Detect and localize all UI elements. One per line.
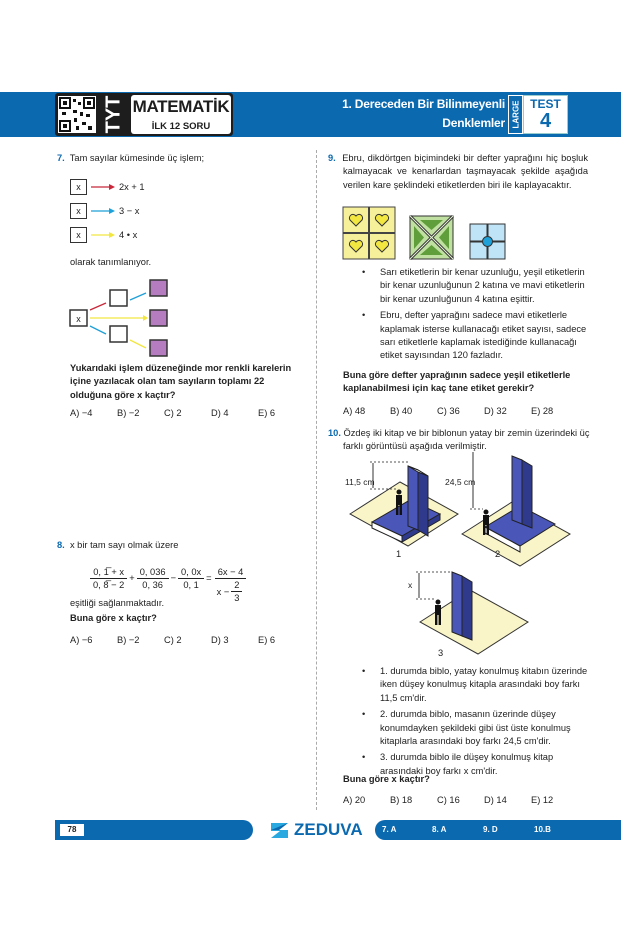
yellow-arrow-icon [87,231,117,239]
q10-options [343,795,578,805]
option-c[interactable]: C) 2 [164,408,182,418]
option-b[interactable]: B) 40 [390,406,413,416]
q9-bullets [362,266,587,366]
topic-line2: Denklemler [442,116,505,130]
op-input-box: x [70,203,87,219]
green-tile [410,216,453,259]
bullet-item: • 1. durumda biblo, yatay konulmuş kitabın üzerinde iken düşey konulmuş kitapla arasındaki boy farkı 11,5 cm'dir. [362,665,590,705]
q9-options [343,406,578,416]
option-d[interactable]: D) 3 [211,635,229,645]
fraction-numerator: 0, 0x [178,567,204,579]
q9-intro-text: Ebru, dikdörtgen biçimindeki bir defter yaprağını hiç boşluk kalmayacak ve kenarlardan taşmayacak şekilde aşağıda verilen kare şeklindeki etiketlerden biri ile kaplayacaktır. [342,153,588,190]
option-d[interactable]: D) 32 [484,406,507,416]
fraction-denominator: x − [216,586,230,597]
bullet-item: • 2. durumda biblo, masanın üzerinde düşey konumdayken şekildeki gibi üst üste konulmuş kitaplarla arasındaki boy farkı 24,5 cm'dir. [362,708,590,748]
option-b[interactable]: B) −2 [117,635,140,645]
plus-sign: + [129,573,135,583]
option-c[interactable]: C) 16 [437,795,460,805]
test-number: 4 [539,110,552,132]
equals-sign: = [206,573,212,583]
caption-3: 3 [438,648,444,658]
option-b[interactable]: B) −2 [117,408,140,418]
fraction-numerator: 0, 036 [137,567,169,579]
q7-operations [70,175,145,247]
fraction-numerator: 2 [231,580,242,592]
option-d[interactable]: D) 4 [211,408,229,418]
q7-options [70,408,305,418]
answer-7: 7. A [382,825,397,834]
option-e[interactable]: E) 12 [531,795,554,805]
tyt-text: TYT [102,95,125,134]
q8-number: 8. [57,540,65,550]
q10-bullets [362,665,590,781]
q9-intro [328,152,588,192]
test-label: TEST [530,97,561,111]
option-d[interactable]: D) 14 [484,795,507,805]
q9-tiles [342,206,507,260]
q8-equation [88,553,249,603]
option-a[interactable]: A) −4 [70,408,93,418]
op-result: 4 • x [119,230,138,240]
caption-2: 2 [495,549,501,559]
bullet-item: • Sarı etiketlerin bir kenar uzunluğu, yeşil etiketlerin bir kenar uzunluğunun 2 katına ve mavi etiketlerin bir kenar uzunluğunun 4 katına eşittir. [362,266,587,306]
option-b[interactable]: B) 18 [390,795,413,805]
fraction-denominator: 0, 8̅ − 2 [93,579,125,590]
fraction-numerator: 6x − 4 [215,567,247,579]
subject-box [131,95,231,134]
q7-number: 7. [57,153,65,163]
tyt-badge [98,93,130,136]
op-input-box: x [70,227,87,243]
q8-intro-text: x bir tam sayı olmak üzere [69,540,179,550]
option-e[interactable]: E) 6 [258,635,276,645]
q10-intro-text: Özdeş iki kitap ve bir biblonun yatay bir zemin üzerindeki üç farklı görüntüsü aşağıda verilmiştir. [343,428,590,452]
option-c[interactable]: C) 36 [437,406,460,416]
fraction-denominator: 0, 1 [183,579,199,590]
red-arrow-icon [87,183,117,191]
figure-2 [462,452,570,566]
q7-intro [57,152,204,165]
q10-intro [328,427,590,454]
q7-op-row [70,175,145,199]
q7-after: olarak tanımlanıyor. [70,257,152,267]
fraction-denominator: 3 [234,593,240,603]
blue-arrow-icon [87,207,117,215]
minus-sign: − [170,573,177,583]
topic-line1: 1. Dereceden Bir Bilinmeyenli [342,97,505,111]
q7-intro-text: Tam sayılar kümesinde üç işlem; [69,153,205,163]
fig1-label: 11,5 cm [345,477,375,487]
option-c[interactable]: C) 2 [164,635,182,645]
bullet-item: • Ebru, defter yaprağını sadece mavi etiketlerle kaplamak isterse kullanacağı etiket sayısı, sadece sarı etiketlerle kaplamak istediğinde kullanacağı etiket sayısından 120 fazladır. [362,309,587,363]
q7-op-row [70,223,145,247]
figure-1 [350,462,458,546]
fig3-label: x [408,580,413,590]
q8-intro [57,539,178,552]
fraction-denominator: 0, 36 [142,579,163,590]
op-result: 3 − x [119,206,140,216]
diagram-input: x [76,314,81,324]
column-divider [316,150,317,810]
zeduva-logo-icon [270,821,290,839]
q7-op-row [70,199,145,223]
footer-page-bar [55,820,253,840]
option-e[interactable]: E) 6 [258,408,276,418]
q8-options [70,635,305,645]
op-input-box: x [70,179,87,195]
op-result: 2x + 1 [119,182,145,192]
answer-key-bar [375,820,621,840]
figure-3 [416,572,528,654]
blue-tile [470,224,505,259]
option-a[interactable]: A) 48 [343,406,366,416]
level-text: LARGE [511,100,520,129]
answer-9: 9. D [483,825,498,834]
q10-question: Buna göre x kaçtır? [343,774,430,784]
fig2-label: 24,5 cm [445,477,476,487]
option-a[interactable]: A) 20 [343,795,366,805]
option-e[interactable]: E) 28 [531,406,554,416]
q7-question: Yukarıdaki işlem düzeneğinde mor renkli karelerin içine yazılacak olan tam sayıların toplamı 22 olduğuna göre x kaçtır? [70,363,292,400]
bullet-item: • 3. durumda biblo ile düşey konulmuş kitap arasındaki boy farkı x cm'dir. [362,751,590,778]
test-badge [523,95,568,134]
subject-subtitle: İLK 12 SORU [151,121,211,132]
caption-1: 1 [396,549,402,559]
yellow-tile [343,207,395,259]
q8-after: eşitliği sağlanmaktadır. [70,598,165,608]
fraction-numerator: 0, 1̅ + x [90,567,127,579]
option-a[interactable]: A) −6 [70,635,93,645]
answer-8: 8. A [432,825,447,834]
subject-title: MATEMATİK [132,97,230,116]
q9-number: 9. [328,153,336,163]
brand-name: ZEDUVA [294,820,363,839]
q10-number: 10. [328,428,341,438]
answer-10: 10.B [534,825,551,834]
page-number: 78 [60,824,84,836]
q9-question: Buna göre defter yaprağının sadece yeşil etiketlerle kaplanabilmesi için kaç tane etiket gerekir? [343,370,571,394]
brand-logo [270,820,363,840]
level-badge [508,95,523,134]
q8-question: Buna göre x kaçtır? [70,613,157,623]
qr-code[interactable] [58,96,96,133]
